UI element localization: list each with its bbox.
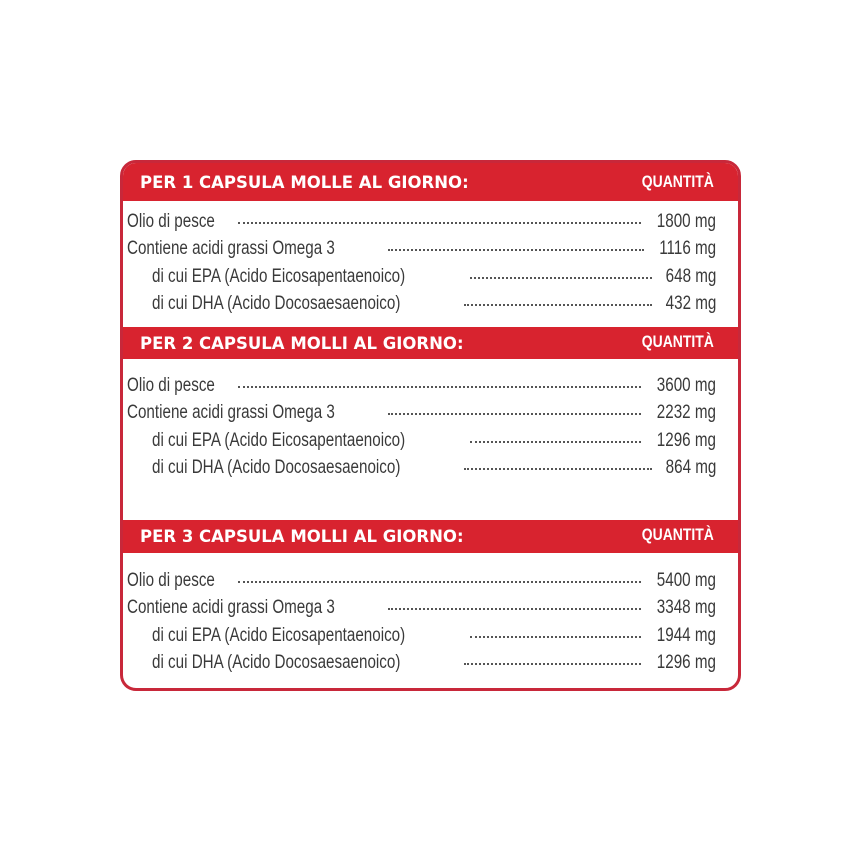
leader-dots (470, 440, 642, 443)
row-value: 1296 mg (656, 430, 716, 451)
row-label: Olio di pesce (127, 375, 215, 396)
row-label: Contiene acidi grassi Omega 3 (127, 597, 335, 618)
section-2-quantity-label: QUANTITÀ (641, 332, 714, 351)
leader-dots (470, 276, 652, 279)
row-value: 1296 mg (656, 652, 716, 673)
section-1-header (123, 163, 738, 201)
leader-dots (388, 248, 644, 251)
row-label: di cui DHA (Acido Docosaesaenoico) (152, 457, 401, 478)
row-label: di cui EPA (Acido Eicosapentaenoico) (152, 266, 406, 287)
row-value: 648 mg (665, 266, 716, 287)
row-value: 1800 mg (656, 211, 716, 232)
section-3-header (123, 520, 738, 553)
row-label: di cui EPA (Acido Eicosapentaenoico) (152, 625, 406, 646)
leader-dots (238, 580, 641, 583)
section-3-row-2 (127, 597, 716, 621)
nutrition-panel (120, 160, 741, 691)
row-label: Contiene acidi grassi Omega 3 (127, 238, 335, 259)
section-2-row-1 (127, 375, 716, 399)
section-2-header (123, 327, 738, 359)
section-2-row-4 (152, 457, 716, 481)
row-value: 3600 mg (656, 375, 716, 396)
section-2-row-3 (152, 430, 716, 454)
row-value: 3348 mg (656, 597, 716, 618)
row-label: di cui DHA (Acido Docosaesaenoico) (152, 652, 401, 673)
section-1-quantity-label: QUANTITÀ (641, 172, 714, 191)
section-3-row-4 (152, 652, 716, 676)
leader-dots (238, 221, 641, 224)
row-label: Contiene acidi grassi Omega 3 (127, 402, 335, 423)
row-label: Olio di pesce (127, 570, 215, 591)
section-3-row-1 (127, 570, 716, 594)
row-value: 1116 mg (659, 238, 716, 259)
section-1-row-1 (127, 211, 716, 235)
section-1-row-2 (127, 238, 716, 262)
row-value: 5400 mg (656, 570, 716, 591)
row-label: di cui DHA (Acido Docosaesaenoico) (152, 293, 401, 314)
leader-dots (464, 467, 652, 470)
leader-dots (470, 635, 642, 638)
section-3-quantity-label: QUANTITÀ (641, 525, 714, 544)
row-value: 1944 mg (656, 625, 716, 646)
row-value: 432 mg (665, 293, 716, 314)
leader-dots (238, 385, 641, 388)
section-3-title: PER 3 CAPSULA MOLLI AL GIORNO: (140, 527, 464, 546)
row-label: di cui EPA (Acido Eicosapentaenoico) (152, 430, 406, 451)
row-value: 864 mg (665, 457, 716, 478)
section-2-row-2 (127, 402, 716, 426)
leader-dots (388, 412, 641, 415)
row-value: 2232 mg (656, 402, 716, 423)
section-2-title: PER 2 CAPSULA MOLLI AL GIORNO: (140, 334, 464, 353)
section-1-title: PER 1 CAPSULA MOLLE AL GIORNO: (140, 173, 469, 192)
row-label: Olio di pesce (127, 211, 215, 232)
leader-dots (464, 662, 642, 665)
leader-dots (464, 303, 652, 306)
section-3-row-3 (152, 625, 716, 649)
leader-dots (388, 607, 641, 610)
section-1-row-3 (152, 266, 716, 290)
section-1-row-4 (152, 293, 716, 317)
